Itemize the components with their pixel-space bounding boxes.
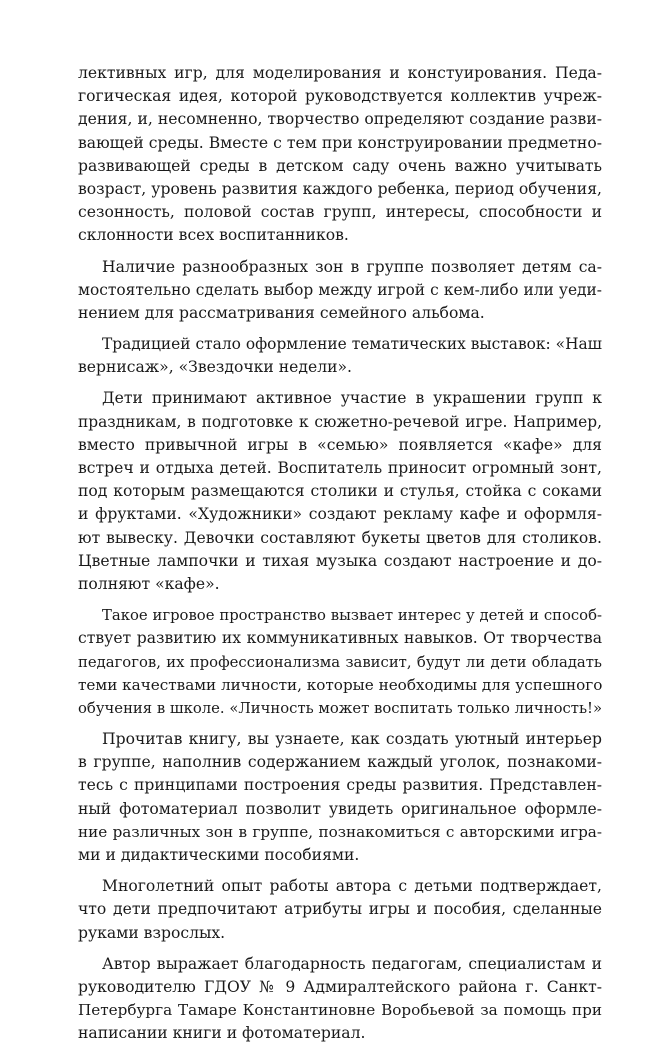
text-line: полняют «кафе».	[78, 574, 220, 593]
document-page	[78, 62, 602, 1054]
paragraph	[78, 875, 602, 945]
text-line: Многолетний опыт работы автора с детьми подтверждает,	[102, 877, 602, 896]
text-line: вернисаж», «Звездочки недели».	[78, 358, 353, 377]
text-line: написании книги и фотоматериал.	[78, 1024, 366, 1043]
text-line: ный фотоматериал позволит увидеть оригинальное оформле-	[78, 799, 602, 818]
text-line: склонности всех воспитанников.	[78, 226, 349, 245]
text-line: мостоятельно сделать выбор между игрой с кем-либо или уеди-	[78, 280, 602, 299]
text-line: развивающей среды в детском саду очень важно учитывать	[78, 156, 602, 175]
text-line: встреч и отдыха детей. Воспитатель приносит огромный зонт,	[78, 459, 602, 477]
text-line: руководителю ГДОУ № 9 Адмиралтейского района г. Санкт-	[78, 977, 602, 996]
text-line: Дети принимают активное участие в украшении групп к	[102, 389, 602, 408]
text-line: сезонность, половой состав групп, интересы, способности и	[78, 203, 602, 222]
text-line: под которым размещаются столики и стулья, стойка с соками	[78, 482, 602, 501]
text-line: Наличие разнообразных зон в группе позволяет детям са-	[102, 257, 602, 276]
text-line: Традицией стало оформление тематических выставок: «Наш	[102, 335, 602, 354]
text-line: Прочитав книгу, вы узнаете, как создать уютный интерьер	[102, 730, 602, 749]
text-line: ют вывеску. Девочки составляют букеты цветов для столиков.	[78, 528, 602, 547]
text-line: ми и дидактическими пособиями.	[78, 846, 360, 864]
text-line: и фруктами. «Художники» создают рекламу кафе и оформля-	[78, 505, 602, 524]
text-line: теми качествами личности, которые необходимы для успешного	[78, 675, 603, 694]
paragraph	[78, 333, 602, 379]
text-line: нением для рассматривания семейного альбома.	[78, 303, 485, 322]
paragraph	[78, 62, 602, 248]
paragraph	[78, 387, 602, 596]
paragraph	[78, 604, 602, 720]
text-line: праздникам, в подготовке к сюжетно-речевой игре. Например,	[78, 412, 602, 431]
text-line: руками взрослых.	[78, 923, 226, 942]
text-line: ние различных зон в группе, познакомиться с авторскими игра-	[78, 822, 602, 841]
text-line: в группе, наполнив содержанием каждый уголок, познакоми-	[78, 753, 602, 772]
paragraph	[78, 256, 602, 326]
text-line: что дети предпочитают атрибуты игры и пособия, сделанные	[78, 900, 602, 919]
text-line: Автор выражает благодарность педагогам, специалистам и	[102, 954, 602, 973]
text-line: возраст, уровень развития каждого ребенка, период обучения,	[78, 179, 602, 198]
text-line: гогическая идея, которой руководствуется коллектив учреж-	[78, 87, 602, 106]
text-line: Такое игровое пространство вызвает интерес у детей и способ-	[102, 607, 602, 625]
text-line: дения, и, несомненно, творчество определяют создание разви-	[78, 110, 602, 129]
paragraph	[78, 953, 602, 1046]
text-line: педагогов, их профессионализма зависит, будут ли дети обладать	[78, 653, 602, 671]
text-line: лективных игр, для моделирования и констуирования. Педа-	[78, 64, 602, 82]
text-line: вающей среды. Вместе с тем при конструировании предметно-	[78, 133, 602, 152]
text-line: вместо привычной игры в «семью» появляется «кафе» для	[78, 435, 602, 454]
text-line: ствует развитию их коммуникативных навыков. От творчества	[78, 629, 602, 648]
text-line: Цветные лампочки и тихая музыка создают настроение и до-	[78, 551, 602, 570]
text-line: обучения в школе. «Личность может воспитать только личность!»	[78, 699, 603, 717]
text-line: тесь с принципами построения среды развития. Представлен-	[78, 776, 602, 795]
text-line: Петербурга Тамаре Константиновне Воробьевой за помощь при	[78, 1001, 602, 1020]
paragraph	[78, 728, 602, 867]
